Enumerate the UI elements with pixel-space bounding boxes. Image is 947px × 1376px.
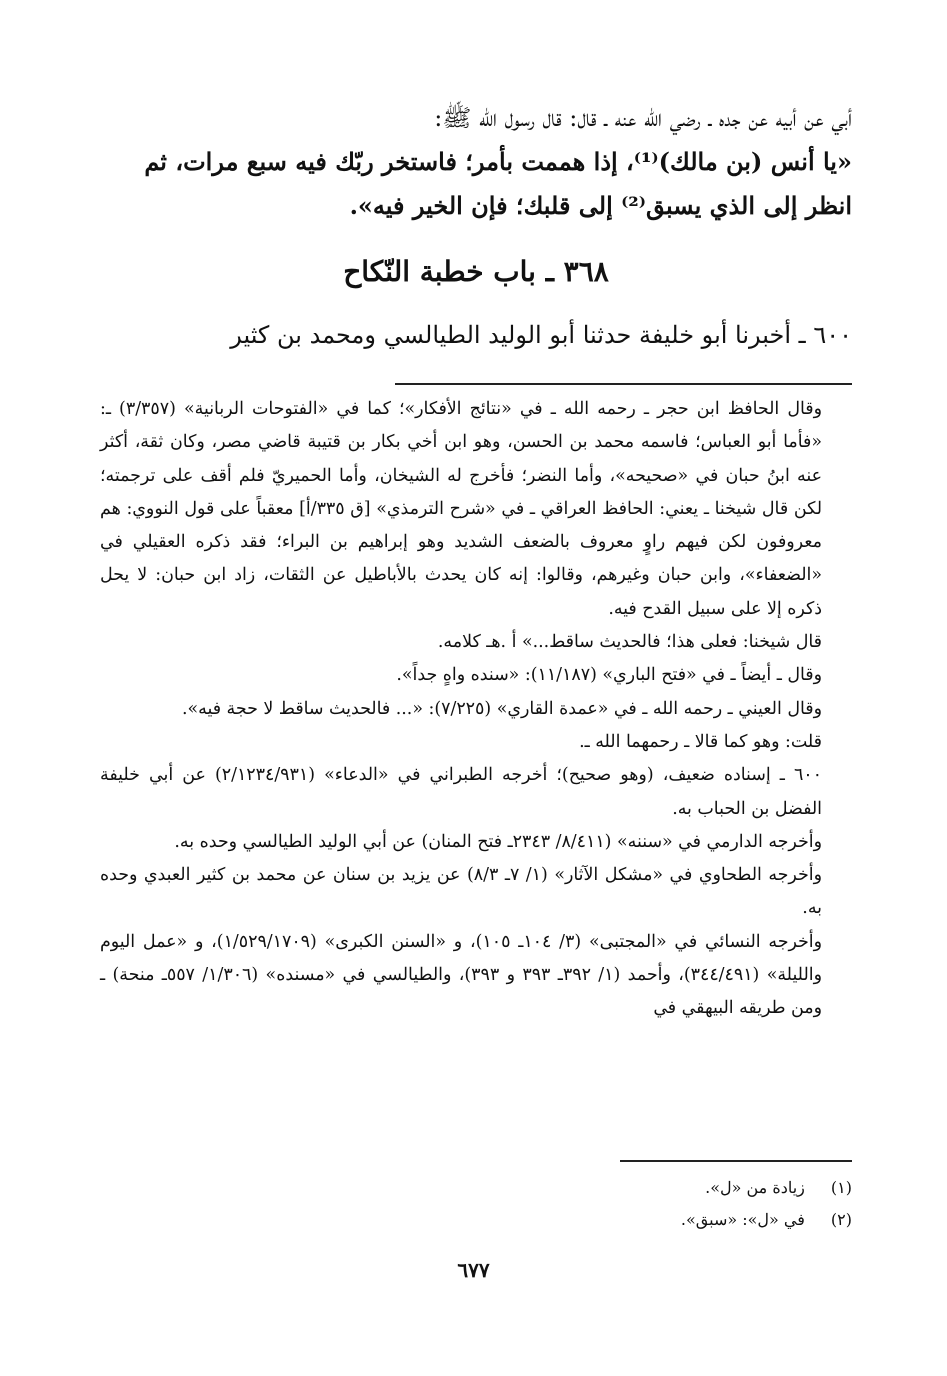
- main-text-line-1: أبي عن أبيه عن جده ـ رضي الله عنه ـ قال: قال رسول الله ﷺ:: [434, 104, 852, 132]
- main-text: [100, 96, 852, 228]
- hadith-quote-line-2: انظر إلى الذي يسبق⁽²⁾ إلى قلبك؛ فإن الخير فيه».: [349, 191, 852, 220]
- hadith-quote-line-1: «يا أنس (بن مالك)⁽¹⁾، إذا هممت بأمر؛ فاستخر ربّك فيه سبع مرات، ثم: [144, 147, 852, 176]
- note-paragraph: وقال الحافظ ابن حجر ـ رحمه الله ـ في «نتائج الأفكار»؛ كما في «الفتوحات الربانية» (٣/٣٥٧) ـ: «فأما أبو العباس؛ فاسمه محمد بن الحسن، وهو ابن أخي بكار بن قتيبة قاضي مصر، وكان ثقة، أكثر عنه ابنُ حبان في «صحيحه»، وأما النضر؛ فأخرج له الشيخان، وأما الحميريّ فلم أقف على ترجمته؛ لكن قال شيخنا ـ يعني: الحافظ العراقي ـ في «شرح الترمذي» [ق ٣٣٥/أ] معقباً على قول النووي: هم معروفون لكن فيهم راوٍ معروف بالضعف الشديد وهو إبراهيم بن البراء؛ فقد ذكره العقيلي في «الضعفاء»، وابن حبان وغيرهم، وقالوا: إنه كان يحدث بالأباطيل عن الثقات، زاد ابن حبان: لا يحل ذكره إلا على سبيل القدح فيه.: [100, 399, 823, 619]
- footnote-text: زيادة من «ل».: [705, 1178, 805, 1197]
- footnote: [100, 1204, 852, 1236]
- footnote-text: في «ل»: «سبق».: [680, 1210, 805, 1229]
- footnote-number: (١): [830, 1178, 852, 1197]
- note-paragraph: وأخرجه الدارمي في «سننه» (٨/٤١١/ ٢٣٤٣ـ فتح المنان) عن أبي الوليد الطيالسي وحده به.: [174, 831, 822, 852]
- footnote-number: (٢): [830, 1210, 852, 1229]
- note-paragraph: وقال ـ أيضاً ـ في «فتح الباري» (١١/١٨٧): «سنده واهٍ جداً».: [396, 665, 822, 686]
- notes-divider: [395, 383, 852, 385]
- note-paragraph: وقال العيني ـ رحمه الله ـ في «عمدة القاري» (٧/٢٢٥): «... فالحديث ساقط لا حجة فيه».: [181, 698, 822, 719]
- footnote: [100, 1172, 852, 1204]
- page-number: ٦٧٧: [457, 1258, 490, 1282]
- note-paragraph: وأخرجه الطحاوي في «مشكل الآثار» (١/ ٧ـ ٨/٣) عن يزيد بن سنان عن محمد بن كثير العبدي وحده به.: [100, 865, 823, 919]
- commentary-notes: [100, 393, 852, 1026]
- footnotes: [100, 1172, 852, 1236]
- note-paragraph: قال شيخنا: فعلى هذا؛ فالحديث ساقط...» أ .هـ كلامه.: [437, 632, 822, 653]
- chapter-heading: ٣٦٨ ـ باب خطبة النّكاح: [343, 255, 609, 288]
- hadith-600-start: ٦٠٠ ـ أخبرنا أبو خليفة حدثنا أبو الوليد الطيالسي ومحمد بن كثير: [230, 321, 852, 349]
- note-paragraph: قلت: وهو كما قالا ـ رحمهما الله ـ.: [579, 731, 822, 752]
- note-paragraph: وأخرجه النسائي في «المجتبى» (٣/ ١٠٤ـ ١٠٥)، و «السنن الكبرى» (١/٥٢٩/١٧٠٩)، و «عمل اليوم والليلة» (٣٤٤/٤٩١)، وأحمد (١/ ٣٩٢ـ ٣٩٣ و ٣٩٣)، والطيالسي في «مسنده» (١/٣٠٦/ ٥٥٧ـ منحة) ـ ومن طريقه البيهقي في: [100, 931, 823, 1019]
- footnotes-divider: [620, 1160, 852, 1162]
- takhrij-600: ٦٠٠ ـ إسناده ضعيف، (وهو صحيح)؛ أخرجه الطبراني في «الدعاء» (٢/١٢٣٤/٩٣١) عن أبي خليفة الفضل بن الحباب به.: [100, 765, 822, 819]
